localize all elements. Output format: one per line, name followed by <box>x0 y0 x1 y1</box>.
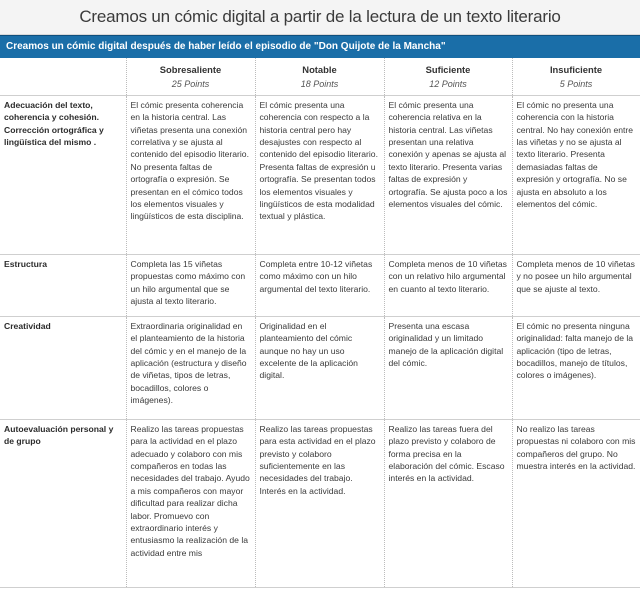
rubric-cell: Completa menos de 10 viñetas y no posee un hilo argumental que se ajuste al texto. <box>512 254 640 316</box>
criterion-name: Autoevaluación personal y de grupo <box>0 419 126 587</box>
level-points: 12 Points <box>429 79 467 90</box>
criterion-name: Adecuación del texto, coherencia y cohesión. Corrección ortográfica y lingüística del mismo . <box>0 95 126 254</box>
criterion-row <box>0 419 640 587</box>
level-name: Insuficiente <box>549 64 603 75</box>
rubric-banner: Creamos un cómic digital después de haber leído el episodio de "Don Quijote de la Mancha" <box>0 35 640 58</box>
rubric-cell: El cómic presenta una coherencia con respecto a la historia central pero hay desajustes con respecto al contenido del episodio literario. Presenta faltas de expresión u ortografía. Se presentan todos los elementos visuales y lingüísticos de esta modalidad textual y plástica. <box>255 95 384 254</box>
rubric-cell: No realizo las tareas propuestas ni colaboro con mis compañeros del grupo. No muestra interés en la actividad. <box>512 419 640 587</box>
rubric-cell: Realizo las tareas propuestas para esta actividad en el plazo previsto y colaboro suficientemente en las necesidades del trabajo. Interés en la actividad. <box>255 419 384 587</box>
level-header <box>512 58 640 95</box>
rubric-table <box>0 58 640 588</box>
criterion-name: Creatividad <box>0 316 126 419</box>
criterion-row <box>0 316 640 419</box>
rubric-cell: Presenta una escasa originalidad y un limitado manejo de la aplicación digital del cómic. <box>384 316 512 419</box>
page-title: Creamos un cómic digital a partir de la lectura de un texto literario <box>0 0 640 35</box>
rubric-cell: El cómic no presenta ninguna originalidad: falta manejo de la aplicación (tipo de letras, bocadillos, manejo de títulos, colores o imágenes). <box>512 316 640 419</box>
rubric-cell: El cómic presenta coherencia en la historia central. Las viñetas presenta una conexión correlativa y se ajusta al contenido del episodio literario. No presenta faltas de ortografía o expresión. Se presentan en el cómico todos los elementos visuales y lingüísticos de esta disciplina. <box>126 95 255 254</box>
criterion-name: Estructura <box>0 254 126 316</box>
criterion-header-empty <box>0 58 126 95</box>
level-name: Suficiente <box>425 64 471 75</box>
rubric-cell: Completa entre 10-12 viñetas como máximo con un hilo argumental del texto literario. <box>255 254 384 316</box>
criterion-row <box>0 254 640 316</box>
level-points: 25 Points <box>171 79 210 90</box>
level-header <box>384 58 512 95</box>
level-header <box>255 58 384 95</box>
level-name: Notable <box>302 64 337 75</box>
level-header-row <box>0 58 640 95</box>
rubric-cell: Realizo las tareas fuera del plazo previsto y colaboro de forma precisa en la elaboración del cómic. Escaso interés en la actividad. <box>384 419 512 587</box>
level-name: Sobresaliente <box>159 64 222 75</box>
rubric-cell: Extraordinaria originalidad en el planteamiento de la historia del cómic y en el manejo de la aplicación (estructura y diseño de viñetas, tipos de letras, bocadillos, colores o imágenes). <box>126 316 255 419</box>
rubric-cell: Realizo las tareas propuestas para la actividad en el plazo adecuado y colaboro con mis compañeros en todas las necesidades del trabajo. Ayudo a mis compañeros con mayor dificultad para realizar dicha labor. Promuevo con extraordinario interés y entusiasmo la realización de la actividad entre mis <box>126 419 255 587</box>
rubric-cell: El cómic presenta una coherencia relativa en la historia central. Las viñetas presentan una relativa conexión y apenas se ajusta al texto literario. Presenta varias faltas de expresión y ortografía. Se ajusta poco a los elementos visuales del cómic. <box>384 95 512 254</box>
rubric-cell: Completa menos de 10 viñetas con un relativo hilo argumental en cuanto al texto literario. <box>384 254 512 316</box>
rubric-cell: Originalidad en el planteamiento del cómic aunque no hay un uso excelente de la aplicación digital. <box>255 316 384 419</box>
level-header <box>126 58 255 95</box>
rubric-cell: Completa las 15 viñetas propuestas como máximo con un hilo argumental que se ajusta al texto literario. <box>126 254 255 316</box>
criterion-row <box>0 95 640 254</box>
rubric-cell: El cómic no presenta una coherencia con la historia central. No hay conexión entre las viñetas y no se ajusta al texto literario. Presenta demasiadas faltas de expresión y ortografía. No se ajusta en absoluto a los elementos del cómic. <box>512 95 640 254</box>
level-points: 18 Points <box>300 79 339 90</box>
level-points: 5 Points <box>559 79 593 90</box>
